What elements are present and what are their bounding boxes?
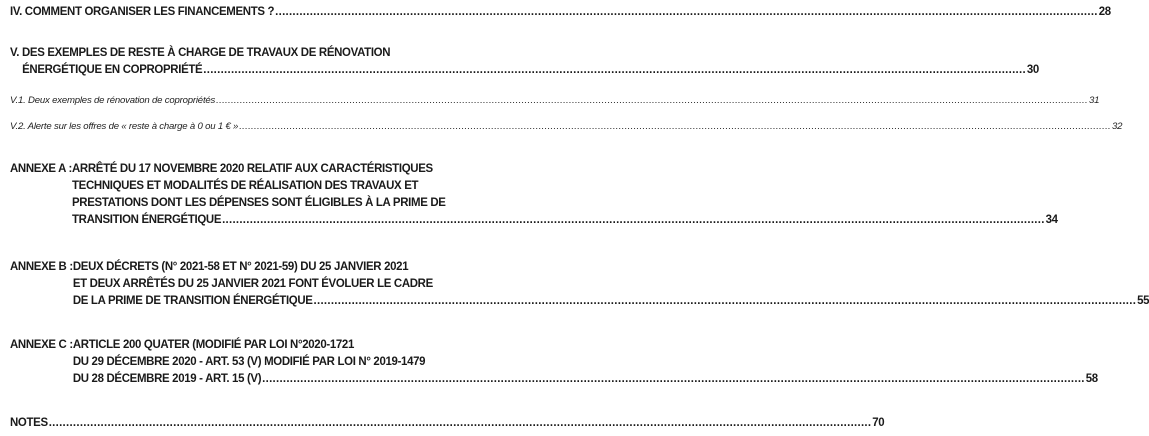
toc-subentry-deux-exemples[interactable] — [10, 95, 1100, 106]
toc-entry-title-line-2: DU 29 DÉCEMBRE 2020 - ART. 53 (V) MODIFIÉ PAR LOI N° 2019-1479 — [72, 354, 426, 368]
dot-leader — [49, 415, 872, 429]
toc-page-number: 34 — [1045, 212, 1058, 226]
toc-entry-annexe-a[interactable] — [10, 160, 1058, 228]
annex-label: ANNEXE A : — [10, 161, 72, 175]
dot-leader — [216, 95, 1088, 106]
toc-page-number: 55 — [1137, 293, 1149, 307]
toc-page-number: 28 — [1098, 4, 1111, 18]
toc-page-number: 31 — [1088, 95, 1100, 106]
toc-entry-title-line-1: DEUX DÉCRETS (N° 2021-58 ET N° 2021-59) DU 25 JANVIER 2021 — [72, 259, 409, 273]
annex-label: ANNEXE B : — [10, 259, 73, 273]
toc-entry-financements[interactable] — [10, 4, 1111, 18]
dot-leader — [262, 370, 1085, 387]
toc-entry-title-line-2: ET DEUX ARRÊTÉS DU 25 JANVIER 2021 FONT ÉVOLUER LE CADRE — [72, 276, 433, 290]
toc-page-number: 58 — [1085, 371, 1098, 385]
toc-entry-annexe-c[interactable] — [10, 336, 1098, 387]
toc-page-number: 30 — [1026, 62, 1039, 76]
toc-entry-title: IV. COMMENT ORGANISER LES FINANCEMENTS ? — [10, 4, 275, 18]
toc-entry-title-line-3: DE LA PRIME DE TRANSITION ÉNERGÉTIQUE — [72, 293, 313, 307]
toc-entry-annexe-b[interactable] — [10, 258, 1149, 309]
toc-subentry-title: V.2. Alerte sur les offres de « reste à charge à 0 ou 1 € » — [10, 121, 239, 132]
toc-entry-title-line-3: PRESTATIONS DONT LES DÉPENSES SONT ÉLIGIBLES À LA PRIME DE — [71, 195, 446, 209]
toc-entry-exemples-reste-a-charge[interactable] — [10, 44, 1039, 78]
toc-subentry-title: V.1. Deux exemples de rénovation de copropriétés — [10, 95, 216, 106]
toc-entry-title: NOTES — [10, 415, 48, 429]
toc-subentry-alerte-offres[interactable] — [10, 121, 1123, 132]
toc-entry-title-line-1: ARTICLE 200 QUATER (MODIFIÉ PAR LOI N°2020-1721 — [72, 337, 355, 351]
toc-entry-title-line-4: TRANSITION ÉNERGÉTIQUE — [71, 212, 222, 226]
dot-leader — [203, 61, 1026, 78]
annex-label: ANNEXE C : — [10, 337, 73, 351]
dot-leader — [239, 121, 1111, 132]
toc-page-number: 70 — [872, 415, 885, 429]
dot-leader — [275, 4, 1098, 18]
toc-entry-title-line-2: ÉNERGÉTIQUE EN COPROPRIÉTÉ — [22, 62, 203, 76]
toc-entry-title-line-1: ARRÊTÉ DU 17 NOVEMBRE 2020 RELATIF AUX CARACTÉRISTIQUES — [71, 161, 433, 175]
toc-page-number: 32 — [1112, 121, 1123, 132]
toc-entry-title-line-3: DU 28 DÉCEMBRE 2019 - ART. 15 (V) — [72, 371, 262, 385]
toc-entry-title-line-2: TECHNIQUES ET MODALITÉS DE RÉALISATION DES TRAVAUX ET — [71, 178, 419, 192]
dot-leader — [314, 292, 1137, 309]
toc-entry-notes[interactable] — [10, 415, 885, 429]
dot-leader — [222, 211, 1045, 228]
toc-entry-title-line-1: V. DES EXEMPLES DE RESTE À CHARGE DE TRAVAUX DE RÉNOVATION — [10, 45, 391, 59]
